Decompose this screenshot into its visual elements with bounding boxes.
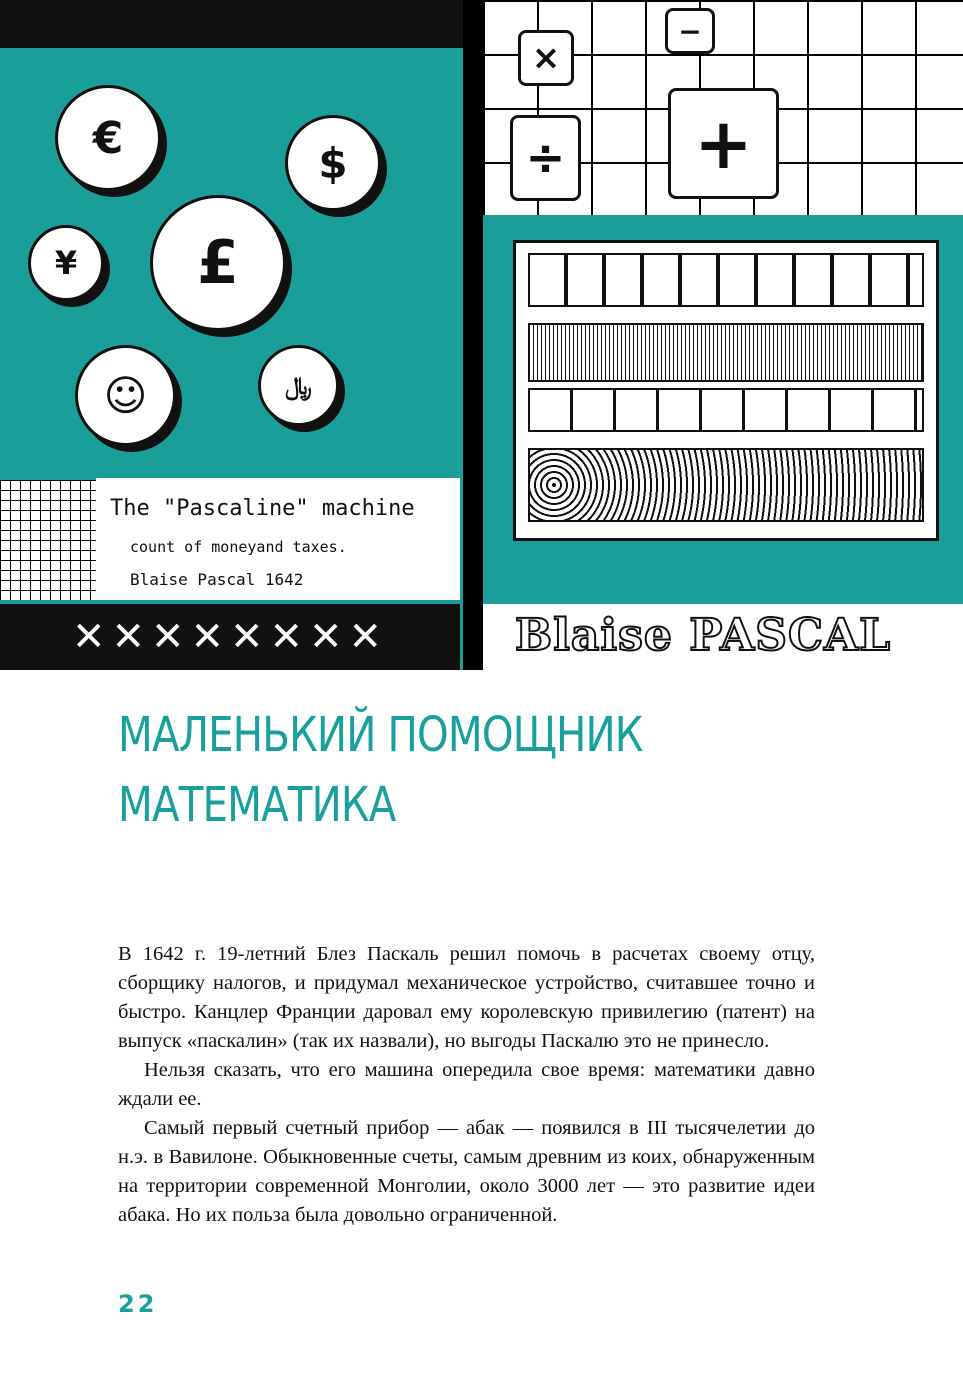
pascaline-illustration [0, 0, 963, 670]
name-banner: Blaise PASCAL [515, 610, 892, 661]
dollar-coin-icon: $ [285, 115, 381, 211]
divide-key-icon: ÷ [510, 115, 581, 201]
body-text [118, 940, 815, 1230]
page-title [118, 700, 756, 840]
caption-author: Blaise Pascal 1642 [130, 570, 304, 589]
title-line-2: МАТЕМАТИКА [118, 777, 396, 833]
grid-pattern [0, 480, 100, 600]
paragraph-3: Самый первый счетный прибор — абак — появился в III тысячелетии до н.э. в Вавилоне. Обыкновенные счеты, самым древним из коих, обнаруженным на территории современной Монголии, около 3000 лет — это развитие идеи абака. Но их польза была довольно ограниченной. [118, 1117, 815, 1226]
title-line-1: МАЛЕНЬКИЙ ПОМОЩНИК [118, 707, 643, 763]
decorative-border [0, 0, 480, 48]
yen-coin-icon: ¥ [28, 225, 104, 301]
paragraph-2: Нельзя сказать, что его машина опередила свое время: математики давно ждали ее. [118, 1059, 815, 1110]
paragraph-1: В 1642 г. 19-летний Блез Паскаль решил помочь в расчетах своему отцу, сборщику налогов, и придумал механическое устройство, считавшее точно и быстро. Канцлер Франции даровал ему королевскую привилегию (патент) на выпуск «паскалин» (так их назвали), но выгоды Паскалю это не принесло. [118, 943, 815, 1052]
machine-window-row [528, 388, 924, 432]
machine-wheels [528, 448, 924, 522]
machine-body [528, 323, 924, 382]
portrait-coin-icon: ☺ [75, 345, 176, 446]
multiply-key-icon: × [518, 30, 574, 86]
page-number: 22 [118, 1290, 158, 1318]
plus-key-icon: + [668, 88, 779, 199]
minus-key-icon: − [665, 8, 715, 54]
panel-divider [463, 0, 483, 670]
caption-title: The "Pascaline" machine [110, 496, 415, 521]
x-pattern-strip: ✕✕✕✕✕✕✕✕ [0, 604, 460, 670]
caption-subtitle: count of moneyand taxes. [130, 538, 347, 556]
pascaline-machine-drawing [513, 240, 939, 541]
rial-coin-icon: ﷼ [258, 345, 339, 426]
machine-dials-top [528, 253, 924, 307]
pound-coin-icon: £ [150, 195, 286, 331]
euro-coin-icon: € [55, 85, 161, 191]
